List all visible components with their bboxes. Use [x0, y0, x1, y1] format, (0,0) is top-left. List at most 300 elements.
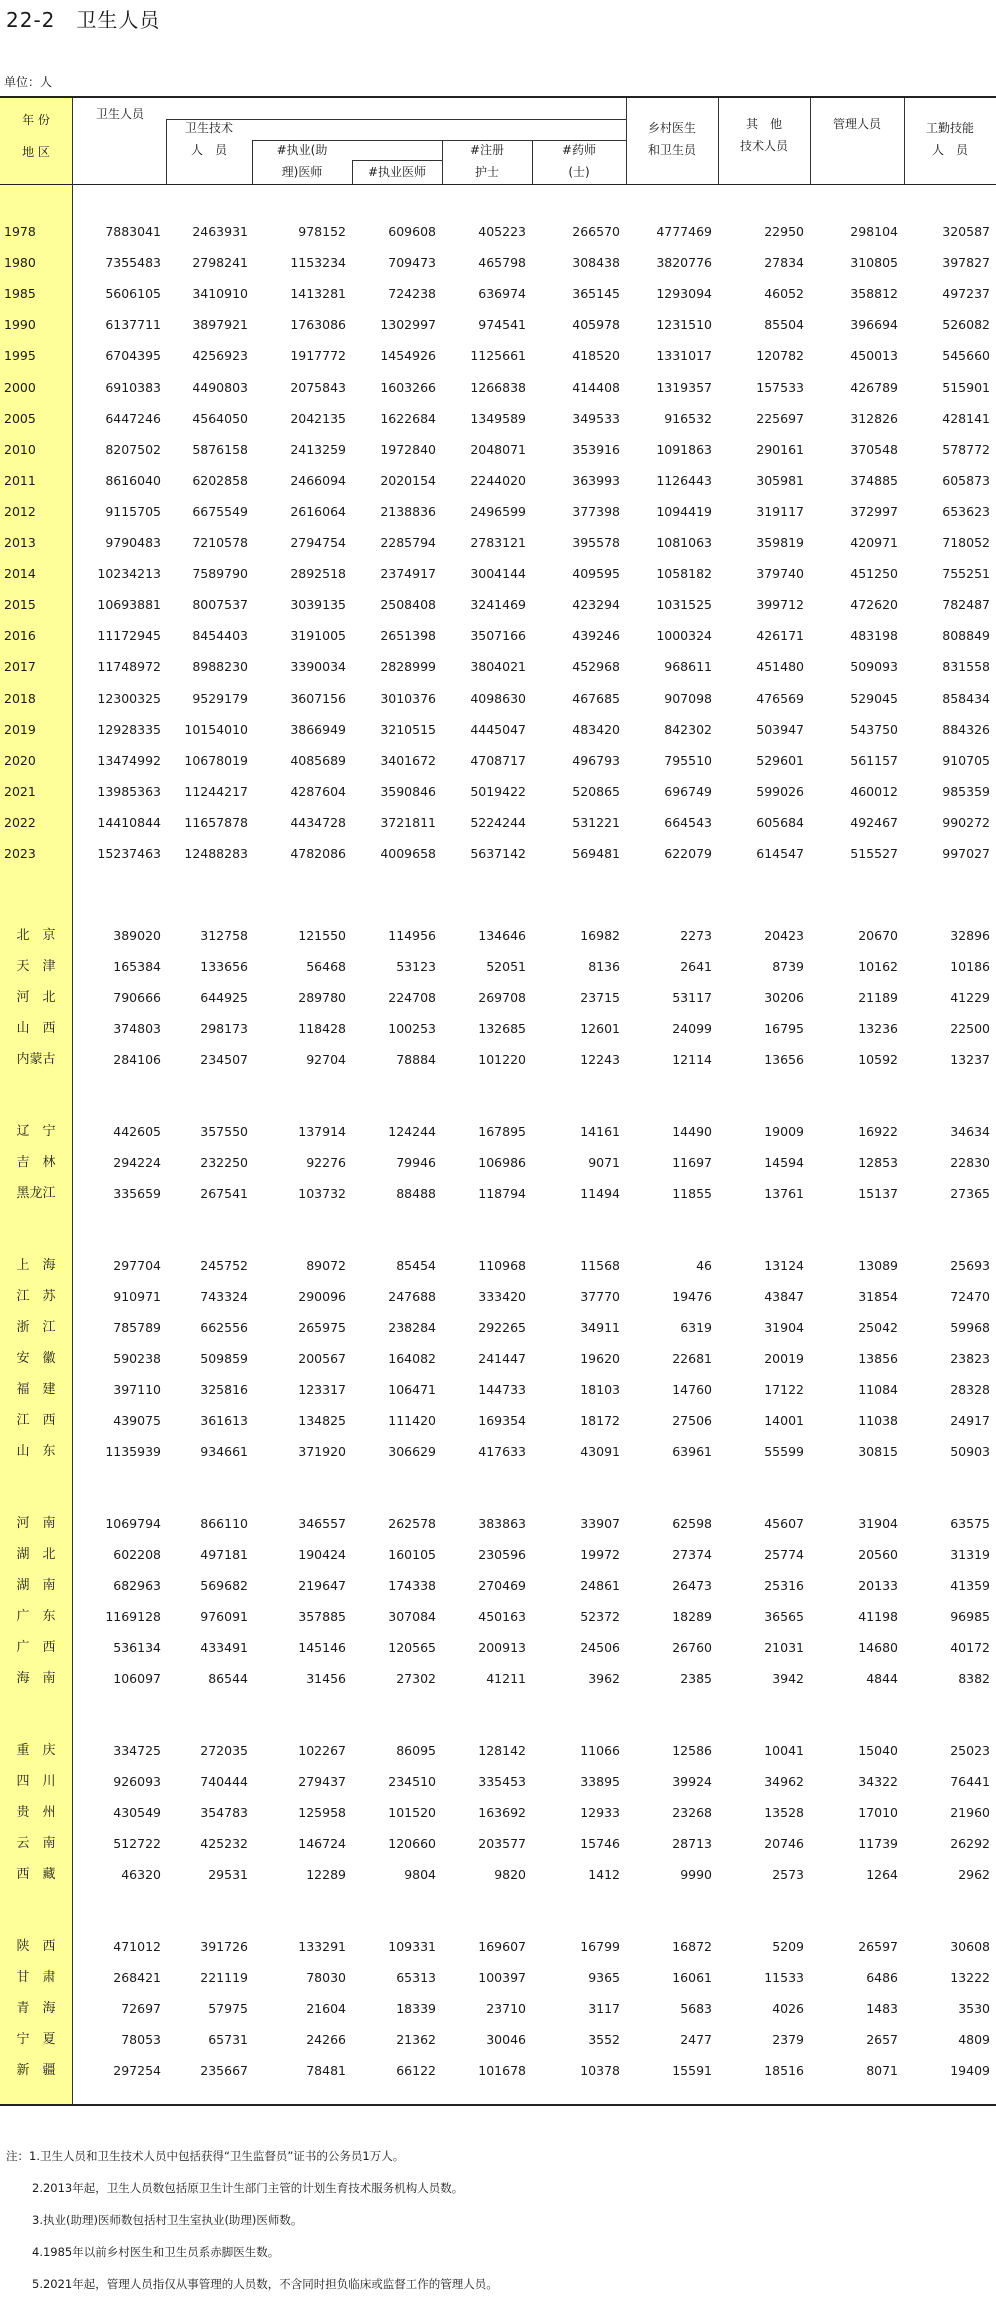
table-cell: 11855 [672, 1186, 712, 1201]
table-cell: 230596 [478, 1547, 526, 1562]
table-cell: 6319 [680, 1320, 712, 1335]
table-cell: 2651398 [380, 628, 436, 643]
table-cell: 16795 [764, 1021, 804, 1036]
table-cell: 4777469 [656, 224, 712, 239]
table-cell: 374885 [850, 473, 898, 488]
region-row [0, 1962, 996, 1993]
table-cell: 312758 [200, 928, 248, 943]
table-cell: 46320 [121, 1867, 161, 1882]
table-cell: 30046 [486, 2032, 526, 2047]
table-cell: 66122 [396, 2063, 436, 2078]
table-cell: 110968 [478, 1258, 526, 1273]
table-cell: 13222 [950, 1970, 990, 1985]
table-cell: 26473 [672, 1578, 712, 1593]
table-cell: 997027 [942, 846, 990, 861]
table-cell: 496793 [572, 753, 620, 768]
region-label: 吉 林 [16, 1155, 56, 1170]
year-row [0, 745, 996, 776]
table-cell: 4564050 [192, 411, 248, 426]
table-cell: 25774 [764, 1547, 804, 1562]
table-cell: 289780 [298, 990, 346, 1005]
header-village-1: 乡村医生 [647, 121, 696, 135]
table-cell: 934661 [200, 1444, 248, 1459]
table-cell: 2573 [772, 1867, 804, 1882]
table-cell: 14410844 [97, 815, 161, 830]
table-cell: 662556 [200, 1320, 248, 1335]
region-row [0, 1632, 996, 1663]
table-cell: 78030 [306, 1970, 346, 1985]
table-cell: 910971 [113, 1289, 161, 1304]
region-row [0, 1859, 996, 1890]
table-cell: 1622684 [380, 411, 436, 426]
table-cell: 8739 [772, 959, 804, 974]
table-cell: 13856 [858, 1351, 898, 1366]
table-cell: 145146 [298, 1640, 346, 1655]
table-cell: 18172 [580, 1413, 620, 1428]
table-cell: 100253 [388, 1021, 436, 1036]
table-cell: 1126443 [656, 473, 712, 488]
col-divider [810, 98, 811, 184]
table-cell: 1413281 [290, 286, 346, 301]
table-cell: 529045 [850, 691, 898, 706]
table-cell: 298104 [850, 224, 898, 239]
table-cell: 10234213 [97, 566, 161, 581]
table-cell: 200567 [298, 1351, 346, 1366]
table-cell: 349533 [572, 411, 620, 426]
table-cell: 320587 [942, 224, 990, 239]
table-cell: 460012 [850, 784, 898, 799]
table-cell: 63961 [672, 1444, 712, 1459]
table-cell: 11533 [764, 1970, 804, 1985]
region-row [0, 1735, 996, 1766]
table-cell: 43847 [764, 1289, 804, 1304]
table-cell: 3962 [588, 1671, 620, 1686]
year-label: 2005 [4, 411, 36, 426]
table-cell: 4708717 [470, 753, 526, 768]
region-label: 河 南 [16, 1516, 56, 1531]
table-cell: 2641 [680, 959, 712, 974]
table-cell: 1169128 [105, 1609, 161, 1624]
table-cell: 414408 [572, 380, 620, 395]
table-cell: 15040 [858, 1743, 898, 1758]
table-cell: 2463931 [192, 224, 248, 239]
table-cell: 41359 [950, 1578, 990, 1593]
table-cell: 23268 [672, 1805, 712, 1820]
table-cell: 34634 [950, 1124, 990, 1139]
table-cell: 1763086 [290, 317, 346, 332]
region-row [0, 1508, 996, 1539]
table-cell: 3004144 [470, 566, 526, 581]
table-cell: 17122 [764, 1382, 804, 1397]
year-row [0, 776, 996, 807]
table-cell: 267541 [200, 1186, 248, 1201]
table-cell: 561157 [850, 753, 898, 768]
table-cell: 428141 [942, 411, 990, 426]
table-cell: 118794 [478, 1186, 526, 1201]
table-cell: 3897921 [192, 317, 248, 332]
table-cell: 169607 [478, 1939, 526, 1954]
table-cell: 790666 [113, 990, 161, 1005]
table-cell: 40172 [950, 1640, 990, 1655]
table-cell: 6202858 [192, 473, 248, 488]
table-cell: 319117 [756, 504, 804, 519]
table-cell: 18339 [396, 2001, 436, 2016]
footnotes [6, 2140, 498, 2300]
table-cell: 30815 [858, 1444, 898, 1459]
table-cell: 1264 [866, 1867, 898, 1882]
table-cell: 1153234 [290, 255, 346, 270]
table-cell: 270469 [478, 1578, 526, 1593]
table-cell: 101520 [388, 1805, 436, 1820]
table-cell: 335453 [478, 1774, 526, 1789]
table-cell: 21189 [858, 990, 898, 1005]
region-label: 青 海 [16, 2001, 56, 2016]
region-row [0, 1931, 996, 1962]
table-cell: 426789 [850, 380, 898, 395]
table-cell: 10041 [764, 1743, 804, 1758]
table-cell: 492467 [850, 815, 898, 830]
table-cell: 26597 [858, 1939, 898, 1954]
table-cell: 12928335 [97, 722, 161, 737]
table-cell: 785789 [113, 1320, 161, 1335]
table-cell: 20670 [858, 928, 898, 943]
region-row [0, 1539, 996, 1570]
table-cell: 10162 [858, 959, 898, 974]
table-cell: 14161 [580, 1124, 620, 1139]
table-cell: 19409 [950, 2063, 990, 2078]
table-cell: 2273 [680, 928, 712, 943]
region-row [0, 1436, 996, 1467]
region-label: 重 庆 [16, 1743, 56, 1758]
header-practicing-physician: #执业医师 [367, 165, 427, 179]
year-row [0, 620, 996, 651]
year-row [0, 247, 996, 278]
table-cell: 19620 [580, 1351, 620, 1366]
region-row [0, 1570, 996, 1601]
table-cell: 529601 [756, 753, 804, 768]
table-cell: 25316 [764, 1578, 804, 1593]
table-cell: 165384 [113, 959, 161, 974]
table-bottom-rule [0, 2104, 996, 2106]
table-cell: 2075843 [290, 380, 346, 395]
table-cell: 418520 [572, 348, 620, 363]
table-cell: 133656 [200, 959, 248, 974]
header-workers-2: 人 员 [931, 143, 968, 157]
table-cell: 2657 [866, 2032, 898, 2047]
table-cell: 92276 [306, 1155, 346, 1170]
year-row [0, 496, 996, 527]
table-cell: 88488 [396, 1186, 436, 1201]
table-cell: 11697 [672, 1155, 712, 1170]
table-cell: 439075 [113, 1413, 161, 1428]
table-cell: 144733 [478, 1382, 526, 1397]
table-cell: 7589790 [192, 566, 248, 581]
table-cell: 10592 [858, 1052, 898, 1067]
table-cell: 279437 [298, 1774, 346, 1789]
region-row [0, 1312, 996, 1343]
region-label: 山 东 [16, 1444, 56, 1459]
table-cell: 31854 [858, 1289, 898, 1304]
table-cell: 2285794 [380, 535, 436, 550]
table-cell: 235667 [200, 2063, 248, 2078]
table-cell: 2020154 [380, 473, 436, 488]
table-cell: 397827 [942, 255, 990, 270]
table-cell: 11172945 [97, 628, 161, 643]
table-cell: 363993 [572, 473, 620, 488]
header-health-tech-2: 人 员 [190, 143, 227, 157]
year-row [0, 838, 996, 869]
header-practicing-assistant-2: 理)医师 [281, 165, 323, 179]
table-cell: 2892518 [290, 566, 346, 581]
header-pharmacist-2: (士) [568, 165, 590, 179]
table-cell: 31319 [950, 1547, 990, 1562]
year-label: 2019 [4, 722, 36, 737]
header-workers-1: 工勤技能 [925, 121, 974, 135]
year-row [0, 216, 996, 247]
table-cell: 28328 [950, 1382, 990, 1397]
table-cell: 219647 [298, 1578, 346, 1593]
table-cell: 515901 [942, 380, 990, 395]
table-cell: 795510 [664, 753, 712, 768]
table-cell: 9365 [588, 1970, 620, 1985]
table-cell: 78884 [396, 1052, 436, 1067]
table-cell: 12488283 [184, 846, 248, 861]
table-cell: 85504 [764, 317, 804, 332]
table-cell: 13089 [858, 1258, 898, 1273]
table-cell: 33907 [580, 1516, 620, 1531]
table-cell: 361613 [200, 1413, 248, 1428]
table-cell: 5876158 [192, 442, 248, 457]
table-cell: 472620 [850, 597, 898, 612]
table-cell: 483420 [572, 722, 620, 737]
table-cell: 11494 [580, 1186, 620, 1201]
table-cell: 4026 [772, 2001, 804, 2016]
table-cell: 203577 [478, 1836, 526, 1851]
table-cell: 6910383 [105, 380, 161, 395]
table-cell: 354783 [200, 1805, 248, 1820]
table-cell: 39924 [672, 1774, 712, 1789]
table-cell: 41211 [486, 1671, 526, 1686]
table-cell: 22830 [950, 1155, 990, 1170]
footnote: 5.2021年起，管理人员指仅从事管理的人员数，不含同时担负临床或监督工作的管理人员。 [32, 2277, 498, 2291]
table-cell: 269708 [478, 990, 526, 1005]
table-cell: 21604 [306, 2001, 346, 2016]
region-label: 江 苏 [16, 1289, 56, 1304]
footnote: 2.2013年起，卫生人员数包括原卫生计生部门主管的计划生育技术服务机构人员数。 [32, 2181, 464, 2195]
region-label: 宁 夏 [16, 2032, 56, 2047]
table-cell: 569682 [200, 1578, 248, 1593]
table-cell: 405978 [572, 317, 620, 332]
table-cell: 12586 [672, 1743, 712, 1758]
table-cell: 442605 [113, 1124, 161, 1139]
table-cell: 9790483 [105, 535, 161, 550]
table-cell: 884326 [942, 722, 990, 737]
table-cell: 5683 [680, 2001, 712, 2016]
region-label: 上 海 [16, 1258, 56, 1273]
table-cell: 4085689 [290, 753, 346, 768]
table-cell: 10693881 [97, 597, 161, 612]
table-cell: 1483 [866, 2001, 898, 2016]
table-cell: 926093 [113, 1774, 161, 1789]
table-cell: 2508408 [380, 597, 436, 612]
table-cell: 11748972 [97, 659, 161, 674]
table-cell: 8454403 [192, 628, 248, 643]
table-cell: 14594 [764, 1155, 804, 1170]
table-cell: 306629 [388, 1444, 436, 1459]
table-cell: 335659 [113, 1186, 161, 1201]
table-cell: 8136 [588, 959, 620, 974]
table-cell: 2828999 [380, 659, 436, 674]
table-cell: 106986 [478, 1155, 526, 1170]
table-cell: 160105 [388, 1547, 436, 1562]
table-cell: 3590846 [380, 784, 436, 799]
table-cell: 266570 [572, 224, 620, 239]
table-cell: 134646 [478, 928, 526, 943]
table-cell: 2794754 [290, 535, 346, 550]
region-label: 江 西 [16, 1413, 56, 1428]
table-cell: 3721811 [380, 815, 436, 830]
table-cell: 8071 [866, 2063, 898, 2078]
table-cell: 391726 [200, 1939, 248, 1954]
table-cell: 599026 [756, 784, 804, 799]
table-cell: 1349589 [470, 411, 526, 426]
table-cell: 4844 [866, 1671, 898, 1686]
table-cell: 3010376 [380, 691, 436, 706]
table-cell: 225697 [756, 411, 804, 426]
table-cell: 1412 [588, 1867, 620, 1882]
table-cell: 3210515 [380, 722, 436, 737]
year-label: 2014 [4, 566, 36, 581]
table-cell: 123317 [298, 1382, 346, 1397]
table-cell: 509859 [200, 1351, 248, 1366]
year-label: 2020 [4, 753, 36, 768]
table-cell: 545660 [942, 348, 990, 363]
table-cell: 118428 [298, 1021, 346, 1036]
region-row [0, 1281, 996, 1312]
region-label: 西 藏 [16, 1867, 56, 1882]
table-cell: 1603266 [380, 380, 436, 395]
region-label: 云 南 [16, 1836, 56, 1851]
table-cell: 9990 [680, 1867, 712, 1882]
table-cell: 12601 [580, 1021, 620, 1036]
table-cell: 10678019 [184, 753, 248, 768]
region-row [0, 1766, 996, 1797]
table-cell: 4490803 [192, 380, 248, 395]
table-cell: 41229 [950, 990, 990, 1005]
table-cell: 290161 [756, 442, 804, 457]
region-label: 湖 南 [16, 1578, 56, 1593]
table-cell: 397110 [113, 1382, 161, 1397]
table-cell: 515527 [850, 846, 898, 861]
region-row [0, 1663, 996, 1694]
table-cell: 124244 [388, 1124, 436, 1139]
table-cell: 101678 [478, 2063, 526, 2078]
region-label: 甘 肃 [16, 1970, 56, 1985]
table-cell: 858434 [942, 691, 990, 706]
year-label: 2015 [4, 597, 36, 612]
table-cell: 9804 [404, 1867, 436, 1882]
table-cell: 45607 [764, 1516, 804, 1531]
header-subrule [352, 160, 442, 161]
table-cell: 31456 [306, 1671, 346, 1686]
table-cell: 395578 [572, 535, 620, 550]
table-cell: 22500 [950, 1021, 990, 1036]
table-cell: 976091 [200, 1609, 248, 1624]
region-row [0, 1116, 996, 1147]
footnote: 4.1985年以前乡村医生和卫生员系赤脚医生数。 [32, 2245, 280, 2259]
table-cell: 325816 [200, 1382, 248, 1397]
table-cell: 682963 [113, 1578, 161, 1593]
year-label: 1995 [4, 348, 36, 363]
table-cell: 1058182 [656, 566, 712, 581]
region-row [0, 951, 996, 982]
table-cell: 7210578 [192, 535, 248, 550]
table-cell: 3866949 [290, 722, 346, 737]
table-cell: 79946 [396, 1155, 436, 1170]
table-cell: 467685 [572, 691, 620, 706]
table-cell: 13656 [764, 1052, 804, 1067]
table-cell: 11066 [580, 1743, 620, 1758]
table-cell: 13985363 [97, 784, 161, 799]
table-cell: 5224244 [470, 815, 526, 830]
table-cell: 590238 [113, 1351, 161, 1366]
table-cell: 6447246 [105, 411, 161, 426]
table-cell: 297704 [113, 1258, 161, 1273]
year-label: 1990 [4, 317, 36, 332]
year-label: 2018 [4, 691, 36, 706]
table-cell: 12853 [858, 1155, 898, 1170]
year-row [0, 558, 996, 589]
header-year: 年 份 [22, 113, 50, 127]
header-pharmacist-1: #药师 [561, 143, 597, 157]
table-cell: 305981 [756, 473, 804, 488]
table-cell: 636974 [478, 286, 526, 301]
table-cell: 11084 [858, 1382, 898, 1397]
table-cell: 2244020 [470, 473, 526, 488]
table-cell: 4256923 [192, 348, 248, 363]
table-cell: 28713 [672, 1836, 712, 1851]
table-cell: 190424 [298, 1547, 346, 1562]
table-cell: 7883041 [105, 224, 161, 239]
region-label: 广 西 [16, 1640, 56, 1655]
table-cell: 157533 [756, 380, 804, 395]
table-cell: 18289 [672, 1609, 712, 1624]
table-cell: 334725 [113, 1743, 161, 1758]
table-cell: 399712 [756, 597, 804, 612]
table-cell: 11657878 [184, 815, 248, 830]
header-other-tech-2: 技术人员 [739, 139, 788, 153]
region-row [0, 1601, 996, 1632]
table-cell: 31904 [858, 1516, 898, 1531]
table-cell: 357885 [298, 1609, 346, 1624]
table-header-rule [0, 184, 996, 185]
table-cell: 9071 [588, 1155, 620, 1170]
table-cell: 916532 [664, 411, 712, 426]
table-cell: 234510 [388, 1774, 436, 1789]
year-row [0, 372, 996, 403]
table-cell: 22681 [672, 1351, 712, 1366]
table-cell: 29531 [208, 1867, 248, 1882]
table-cell: 15746 [580, 1836, 620, 1851]
table-cell: 383863 [478, 1516, 526, 1531]
region-label: 海 南 [16, 1671, 56, 1686]
table-cell: 27365 [950, 1186, 990, 1201]
table-cell: 609608 [388, 224, 436, 239]
header-nurse-1: #注册 [469, 143, 505, 157]
table-cell: 3401672 [380, 753, 436, 768]
year-label: 2011 [4, 473, 36, 488]
region-label: 河 北 [16, 990, 56, 1005]
